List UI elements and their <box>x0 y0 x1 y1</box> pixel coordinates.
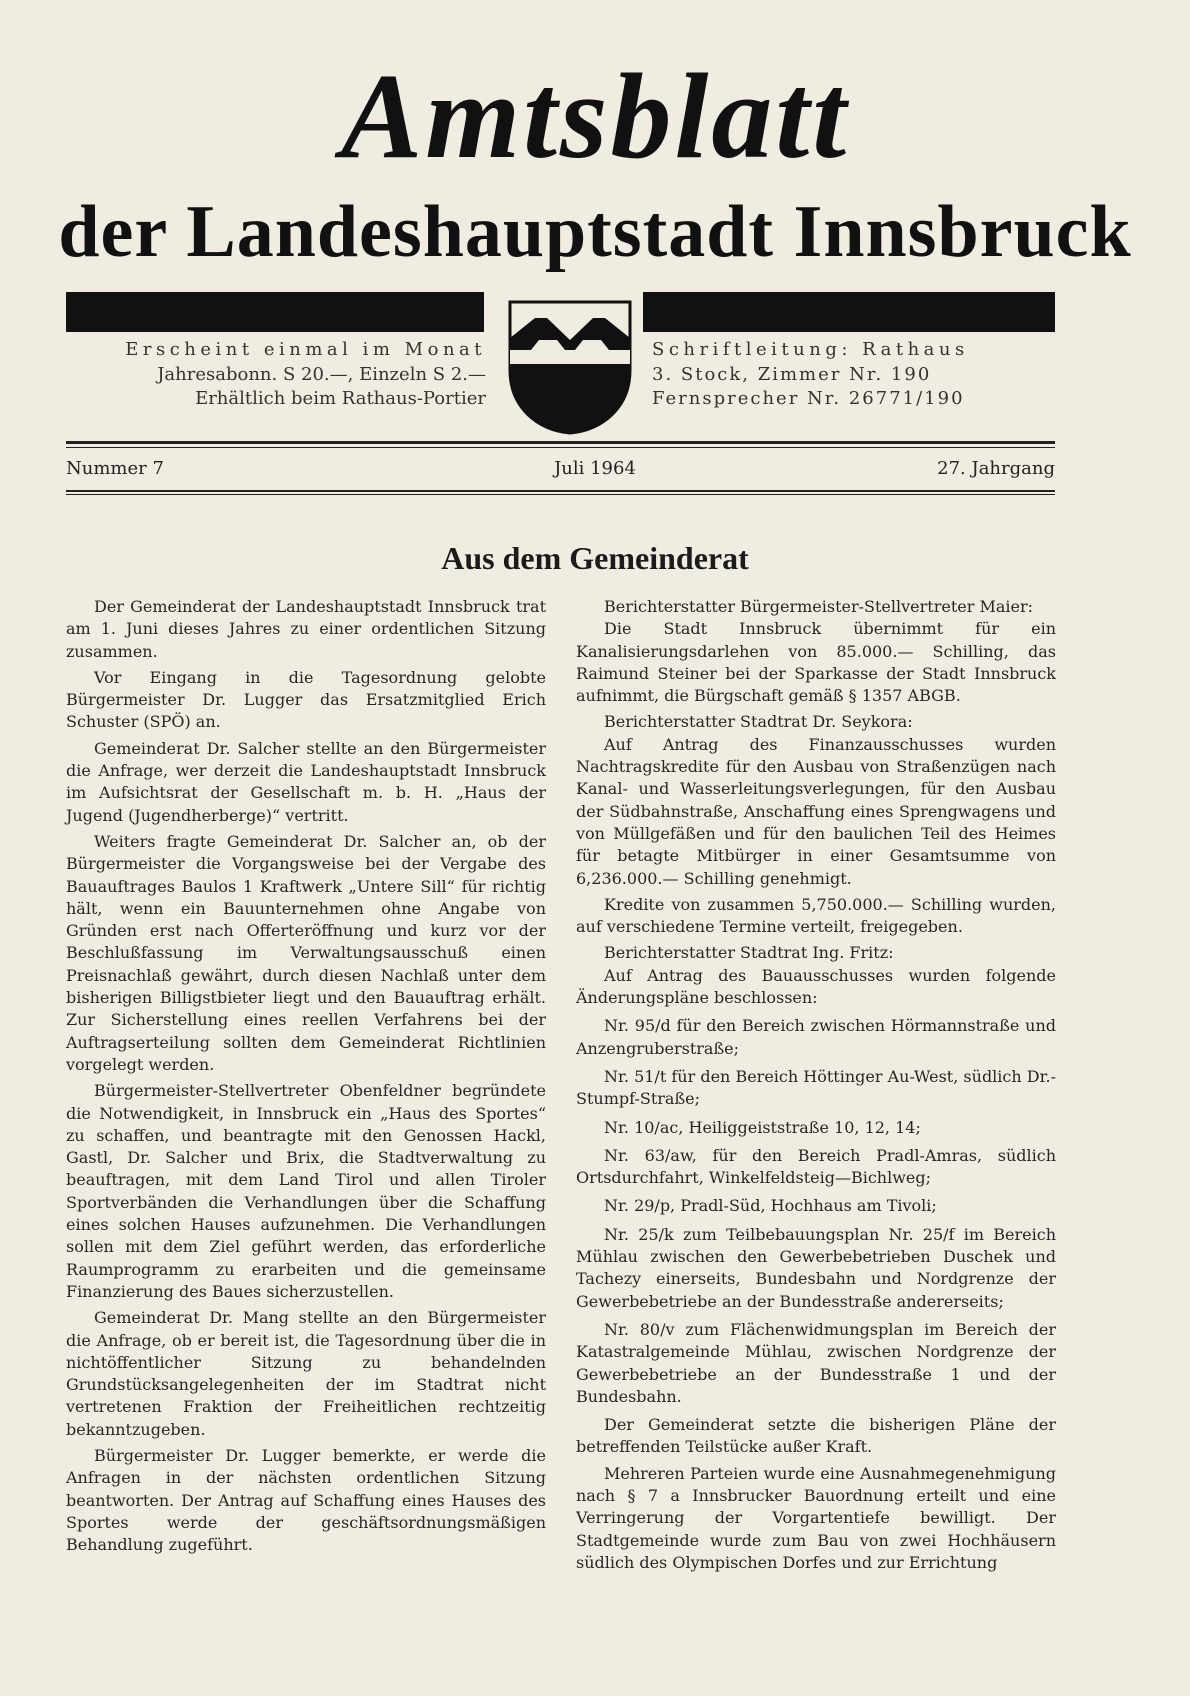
list-item: Nr. 29/p, Pradl-Süd, Hochhaus am Tivoli; <box>604 1196 937 1216</box>
paragraph: Berichterstatter Stadtrat Ing. Fritz: <box>604 943 894 963</box>
masthead-bar-left <box>66 292 484 332</box>
article-column-left <box>66 596 546 1560</box>
paragraph: Bürgermeister-Stellvertreter Obenfeldner begründete die Notwendigkeit, in Innsbruck ein „Haus des Sportes“ zu schaffen, und beantragte mit den Genossen Hackl, Gastl, Dr. Salcher und Brix, die Stadtverwaltung zu beauftragen, mit dem Land Tirol und allen Tiroler Sportverbänden die Verhandlungen über die Schaffung eines solchen Hauses aufzunehmen. Die Verhandlungen sollen mit dem Ziel geführt werden, das erforderliche Raumprogramm zu erarbeiten und die gemeinsame Finanzierung des Baues sicherzustellen. <box>66 1081 546 1301</box>
info-availability: Erhältlich beim Rathaus-Portier <box>195 388 486 409</box>
paragraph: Auf Antrag des Finanzausschusses wurden Nachtragskredite für den Ausbau von Straßenzügen nach Kanal- und Wasserleitungsverlegungen, für den Ausbau der Südbahnstraße, Anschaffung eines Sprengwagens und von Müllgefäßen und für den baulichen Teil des Heimes für betagte Mitbürger in einer Gesamtsumme von 6,236.000.— Schilling genehmigt. <box>576 734 1056 888</box>
list-item: Nr. 95/d für den Bereich zwischen Hörmannstraße und Anzengruberstraße; <box>576 1016 1056 1058</box>
masthead-title: Amtsblatt <box>340 49 850 184</box>
list-item: Nr. 25/k zum Teilbebauungsplan Nr. 25/f im Bereich Mühlau zwischen den Gewerbebetrieben Duschek und Tachezy einerseits, Bundesbahn und Nordgrenze der Gewerbebetriebe an der Bundesstraße andererseits; <box>576 1224 1056 1311</box>
article-column-right <box>576 596 1056 1574</box>
divider-rule <box>66 490 1055 492</box>
paragraph: Der Gemeinderat der Landeshauptstadt Innsbruck trat am 1. Juni dieses Jahres zu einer ordentlichen Sitzung zusammen. <box>66 597 546 661</box>
divider-rule <box>66 441 1055 444</box>
divider-rule-thin <box>66 447 1055 448</box>
masthead-bar-right <box>643 292 1055 332</box>
list-item: Nr. 51/t für den Bereich Höttinger Au-West, südlich Dr.-Stumpf-Straße; <box>576 1066 1056 1109</box>
info-price: Jahresabonn. S 20.—, Einzeln S 2.— <box>157 363 486 385</box>
info-frequency: Erscheint einmal im Monat <box>125 339 486 360</box>
paragraph: Bürgermeister Dr. Lugger bemerkte, er werde die Anfragen in der nächsten ordentlichen Sitzung beantworten. Der Antrag auf Schaffung eines Hauses des Sportes werde der geschäftsordnungsmäßigen Behandlung zugeführt. <box>66 1445 546 1555</box>
masthead-subtitle: der Landeshauptstadt Innsbruck <box>58 191 1132 273</box>
paragraph: Die Stadt Innsbruck übernimmt für ein Kanalisierungsdarlehen von 85.000.— Schilling, das Raimund Steiner bei der Sparkasse der Stadt Innsbruck aufnimmt, die Bürgschaft gemäß § 1357 ABGB. <box>576 619 1056 706</box>
list-item: Nr. 63/aw, für den Bereich Pradl-Amras, südlich Ortsdurchfahrt, Winkelfeldsteig—Bichlweg; <box>576 1145 1056 1188</box>
paragraph: Auf Antrag des Bauausschusses wurden folgende Änderungspläne beschlossen: <box>576 965 1056 1008</box>
paragraph: Vor Eingang in die Tagesordnung gelobte Bürgermeister Dr. Lugger das Ersatzmitglied Erich Schuster (SPÖ) an. <box>66 667 546 732</box>
paragraph: Gemeinderat Dr. Mang stellte an den Bürgermeister die Anfrage, ob er bereit ist, die Tagesordnung über die in nichtöffentlicher Sitzung zu behandelnden Grundstücksangelegenheiten der im Stadtrat nicht vertretenen Fraktion der Freiheitlichen rechtzeitig bekanntzugeben. <box>66 1308 546 1439</box>
info-phone: Fernsprecher Nr. 26771/190 <box>652 388 965 409</box>
article-title: Aus dem Gemeinderat <box>441 540 749 576</box>
paragraph: Mehreren Parteien wurde eine Ausnahmegenehmigung nach § 7 a Innsbrucker Bauordnung erteilt und eine Verringerung der Vorgartentiefe bewilligt. Der Stadtgemeinde wurde zum Bau von zwei Hochhäusern südlich des Olympischen Dorfes und zur Errichtung <box>576 1463 1056 1572</box>
paragraph: Gemeinderat Dr. Salcher stellte an den Bürgermeister die Anfrage, wer derzeit die Landeshauptstadt Innsbruck im Aufsichtsrat der Gesellschaft m. b. H. „Haus der Jugend (Jugendherberge)“ vertritt. <box>66 738 546 825</box>
paragraph: Berichterstatter Stadtrat Dr. Seykora: <box>604 712 913 732</box>
publication-info <box>66 338 486 412</box>
paragraph: Kredite von zusammen 5,750.000.— Schilling wurden, auf verschiedene Termine verteilt, freigegeben. <box>576 894 1056 937</box>
list-item: Nr. 80/v zum Flächenwidmungsplan im Bereich der Katastralgemeinde Mühlau, zwischen Nordgrenze der Gewerbebetriebe an der Bundesstraße 1 und der Bundesbahn. <box>576 1319 1056 1406</box>
paragraph: Berichterstatter Bürgermeister-Stellvertreter Maier: <box>604 597 1034 616</box>
paragraph: Der Gemeinderat setzte die bisherigen Pläne der betreffenden Teilstücke außer Kraft. <box>576 1415 1056 1457</box>
coat-of-arms-icon <box>507 300 633 435</box>
info-editor: Schriftleitung: Rathaus <box>652 339 969 360</box>
divider-rule-thin <box>66 494 1055 495</box>
issue-date: Juli 1964 <box>554 458 636 479</box>
issue-volume: 27. Jahrgang <box>937 458 1055 479</box>
paragraph: Weiters fragte Gemeinderat Dr. Salcher an, ob der Bürgermeister die Vorgangsweise bei der Vergabe des Bauauftrages Baulos 1 Kraftwerk „Untere Sill“ für richtig hält, wenn ein Bauunternehmen ohne Angabe von Gründen erst nach Offerteröffnung und kurz vor der Beschlußfassung im Verwaltungsausschuß einen Preisnachlaß gewährt, durch diesen Nachlaß unter dem bisherigen Billigstbieter liegt und den Bauauftrag erhält. Zur Sicherstellung eines reellen Verfahrens bei der Auftragserteilung sollten dem Gemeinderat Richtlinien vorgelegt werden. <box>66 831 546 1074</box>
list-item: Nr. 10/ac, Heiliggeiststraße 10, 12, 14; <box>604 1117 921 1137</box>
info-room: 3. Stock, Zimmer Nr. 190 <box>652 363 932 385</box>
editorial-info <box>652 338 1072 412</box>
issue-number: Nummer 7 <box>66 458 164 479</box>
